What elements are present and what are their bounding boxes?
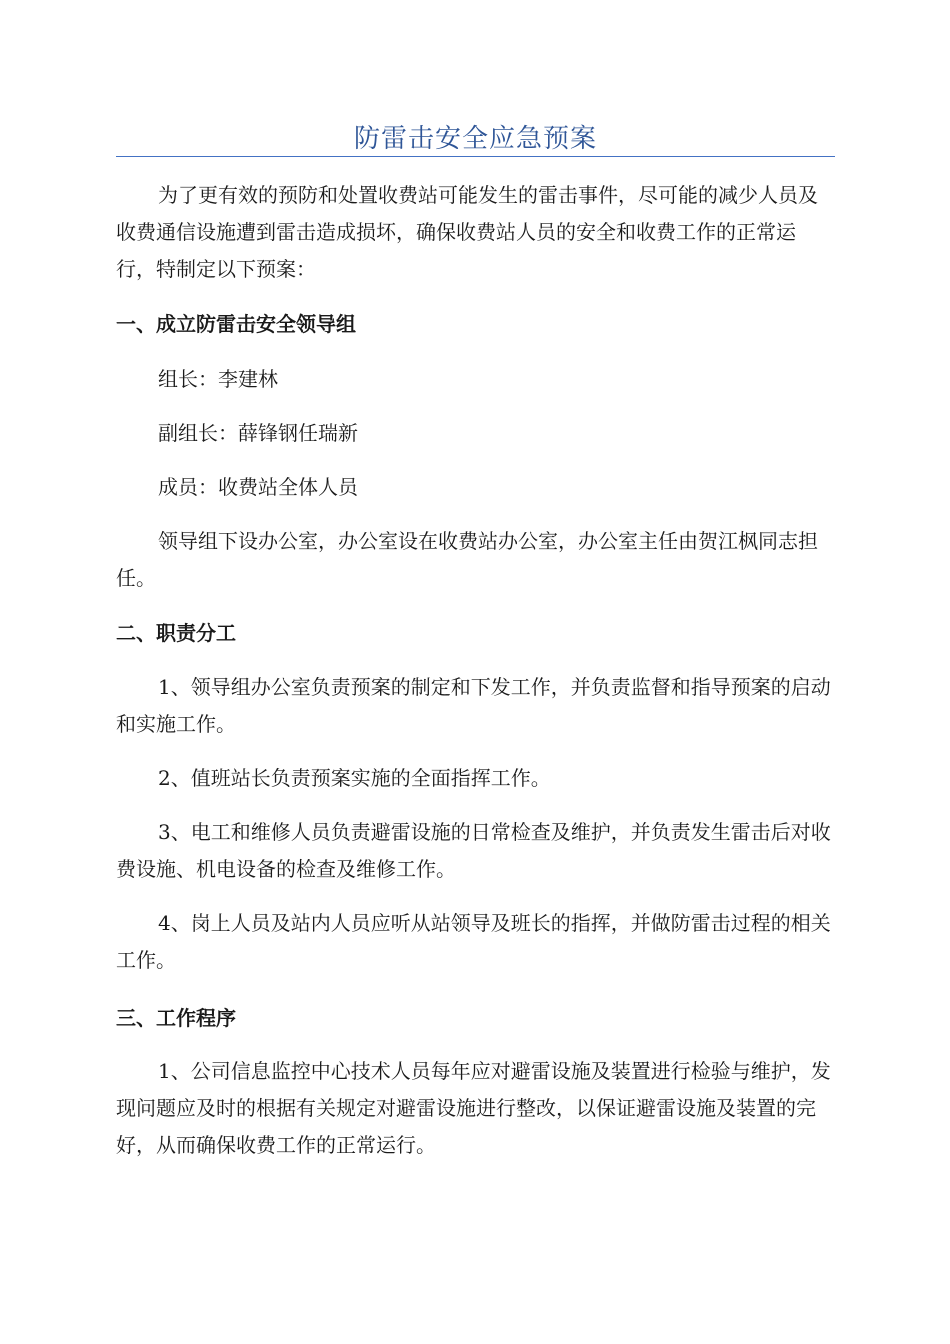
document-title: 防雷击安全应急预案 <box>353 124 597 154</box>
duty-item-1: 1、领导组办公室负责预案的制定和下发工作，并负责监督和指导预案的启动和实施工作。 <box>116 675 831 736</box>
section-2-heading: 二、职责分工 <box>116 621 236 645</box>
leader-line: 组长：李建林 <box>158 367 278 391</box>
office-paragraph: 领导组下设办公室，办公室设在收费站办公室，办公室主任由贺江枫同志担任。 <box>116 529 818 590</box>
duty-item-4: 4、岗上人员及站内人员应听从站领导及班长的指挥，并做防雷击过程的相关工作。 <box>116 911 831 972</box>
section-1-heading: 一、成立防雷击安全领导组 <box>116 312 356 336</box>
title-block <box>116 112 835 157</box>
section-3-heading: 三、工作程序 <box>116 1006 236 1030</box>
deputy-line: 副组长：薛锋钢任瑞新 <box>158 421 358 445</box>
duty-item-3: 3、电工和维修人员负责避雷设施的日常检查及维护，并负责发生雷击后对收费设施、机电设备的检查及维修工作。 <box>116 820 831 881</box>
duty-item-2: 2、值班站长负责预案实施的全面指挥工作。 <box>158 766 551 790</box>
members-line: 成员：收费站全体人员 <box>158 475 358 499</box>
procedure-item-1: 1、公司信息监控中心技术人员每年应对避雷设施及装置进行检验与维护，发现问题应及时的根据有关规定对避雷设施进行整改，以保证避雷设施及装置的完好，从而确保收费工作的正常运行。 <box>116 1059 831 1157</box>
intro-paragraph: 为了更有效的预防和处置收费站可能发生的雷击事件，尽可能的减少人员及收费通信设施遭到雷击造成损坏，确保收费站人员的安全和收费工作的正常运行，特制定以下预案： <box>116 183 818 281</box>
